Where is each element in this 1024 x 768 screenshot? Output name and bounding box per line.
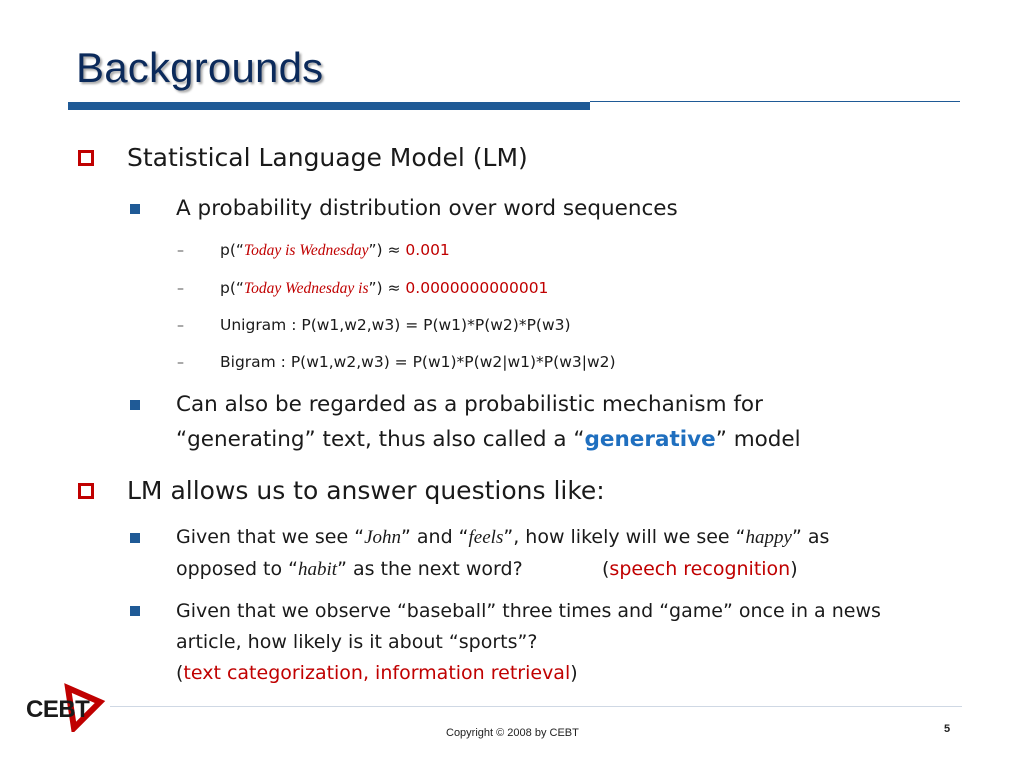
word-happy: happy <box>745 527 792 548</box>
bullet-baseball-line2: article, how likely is it about “sports”? <box>176 631 538 653</box>
example-suffix: ”) ≈ <box>368 241 406 259</box>
text-segment: ” as <box>791 526 830 548</box>
hollow-square-bullet-icon <box>78 483 94 499</box>
example-probability: 0.0000000000001 <box>405 279 549 297</box>
generative-prefix: “generating” text, thus also called a “ <box>176 427 585 452</box>
generative-suffix: ” model <box>715 427 801 452</box>
dash-bullet-icon: – <box>177 243 184 259</box>
text-segment: ” and “ <box>401 526 469 548</box>
solid-square-bullet-icon <box>130 533 140 543</box>
bullet-john-feels-line2 <box>176 558 523 581</box>
dash-bullet-icon: – <box>177 355 184 371</box>
bullet-probability-distribution: A probability distribution over word sequences <box>176 196 678 221</box>
bullet-john-feels-line1 <box>176 526 829 549</box>
hollow-square-bullet-icon <box>78 150 94 166</box>
page-number: 5 <box>944 723 951 735</box>
example-unigram: Unigram : P(w1,w2,w3) = P(w1)*P(w2)*P(w3) <box>220 316 571 334</box>
example-today-wednesday-is <box>220 279 548 298</box>
paren-close: ) <box>790 558 798 580</box>
paren-open: ( <box>176 662 184 684</box>
example-suffix: ”) ≈ <box>368 279 406 297</box>
paren-open: ( <box>602 558 610 580</box>
speech-recognition-label <box>602 558 798 580</box>
slide-title: Backgrounds <box>76 44 324 91</box>
solid-square-bullet-icon <box>130 204 140 214</box>
example-prefix: p(“ <box>220 241 244 259</box>
dash-bullet-icon: – <box>177 318 184 334</box>
bullet-generative-line2 <box>176 427 801 452</box>
title-underline-thin <box>590 101 960 102</box>
footer-divider <box>110 706 962 707</box>
solid-square-bullet-icon <box>130 606 140 616</box>
solid-square-bullet-icon <box>130 400 140 410</box>
text-segment: ”, how likely will we see “ <box>503 526 746 548</box>
title-underline-thick <box>68 102 590 110</box>
bullet-baseball-line1: Given that we observe “baseball” three times and “game” once in a news <box>176 600 881 622</box>
example-phrase: Today is Wednesday <box>243 242 369 259</box>
bullet-generative-line1: Can also be regarded as a probabilistic mechanism for <box>176 392 763 417</box>
example-phrase: Today Wednesday is <box>243 280 369 297</box>
text-segment: opposed to “ <box>176 558 299 580</box>
example-probability: 0.001 <box>405 241 450 259</box>
bullet-statistical-lm: Statistical Language Model (LM) <box>127 143 528 172</box>
example-prefix: p(“ <box>220 279 244 297</box>
bullet-baseball-line3 <box>176 662 578 684</box>
word-habit: habit <box>298 559 338 580</box>
dash-bullet-icon: – <box>177 281 184 297</box>
cebt-logo <box>22 682 106 732</box>
logo-text: CEBT <box>26 696 90 723</box>
text-segment: Given that we see “ <box>176 526 365 548</box>
text-categorization-text: text categorization, information retrieval <box>183 662 571 684</box>
generative-highlight: generative <box>584 427 716 452</box>
word-feels: feels <box>468 527 504 548</box>
paren-close: ) <box>570 662 578 684</box>
text-segment: ” as the next word? <box>337 558 523 580</box>
bullet-lm-questions: LM allows us to answer questions like: <box>127 476 605 505</box>
word-john: John <box>364 527 402 548</box>
copyright-text: Copyright © 2008 by CEBT <box>446 727 579 739</box>
example-today-is-wednesday <box>220 241 450 260</box>
example-bigram: Bigram : P(w1,w2,w3) = P(w1)*P(w2|w1)*P(w3|w2) <box>220 353 616 371</box>
speech-recognition-text: speech recognition <box>609 558 791 580</box>
